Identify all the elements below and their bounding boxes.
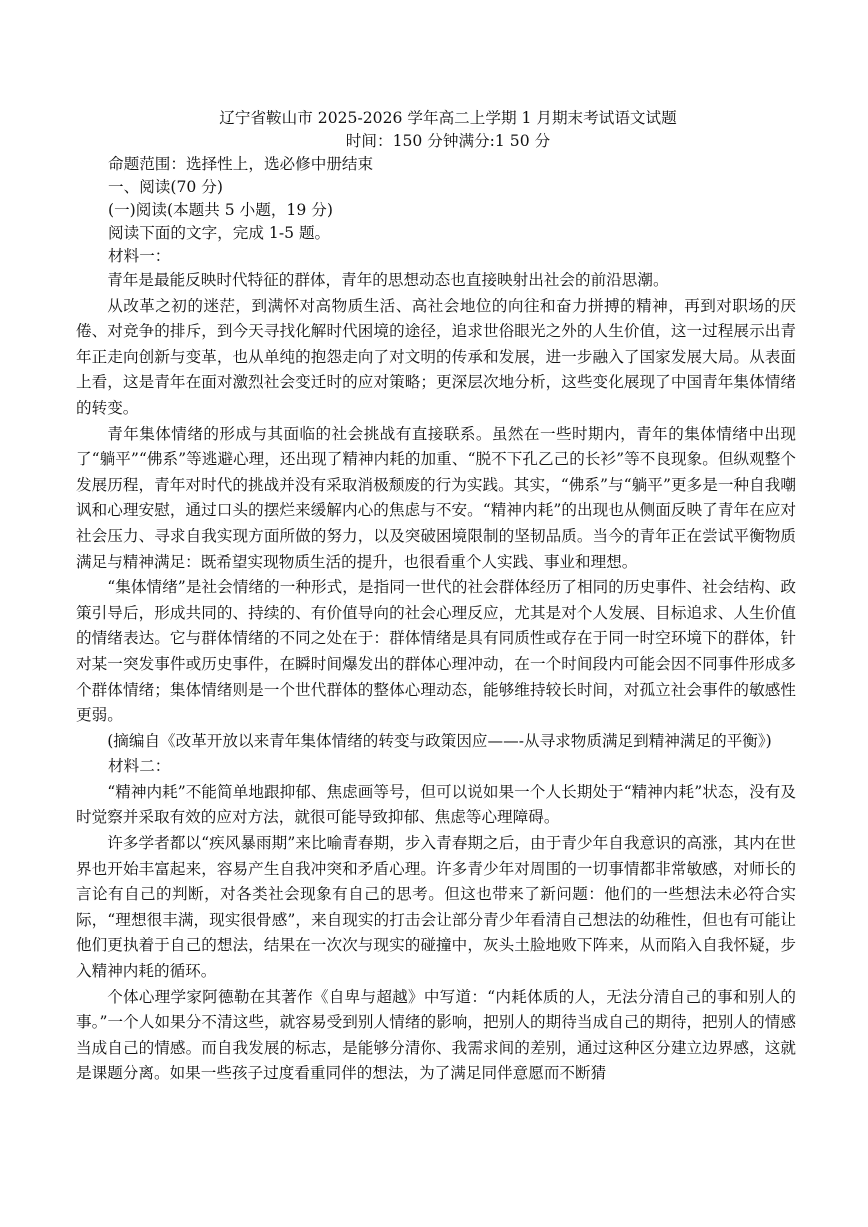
material1-paragraph-2: 从改革之初的迷茫，到满怀对高物质生活、高社会地位的向往和奋力拼搏的精神，再到对职场的厌倦、对竞争的排斥，到今天寻找化解时代困境的途径，追求世俗眼光之外的人生价值，这一过程展示出青年正走向创新与变革，也从单纯的抱怨走向了对文明的传承和发展，进一步融入了国家发展大局。从表面上看，这是青年在面对激烈社会变迁时的应对策略；更深层次地分析，这些变化展现了中国青年集体情绪的转变。: [76, 296, 796, 417]
material2-paragraph-1: “精神内耗”不能简单地跟抑郁、焦虑画等号，但可以说如果一个人长期处于“精神内耗”状态，没有及时觉察并采取有效的应对方法，就很可能导致抑郁、焦虑等心理障碍。: [76, 782, 796, 827]
material1-label: 材料一：: [108, 247, 171, 265]
exam-scope: 命题范围：选择性上，选必修中册结束: [108, 155, 374, 173]
exam-time-score: 时间：150 分钟满分:1 50 分: [345, 132, 551, 150]
material2-paragraph-2: 许多学者都以“疾风暴雨期”来比喻青春期，步入青春期之后，由于青少年自我意识的高涨，其内在世界也开始丰富起来，容易产生自我冲突和矛盾心理。许多青少年对周围的一切事情都非常敏感，对师长的言论有自己的判断，对各类社会现象有自己的思考。但这也带来了新问题：他们的一些想法未必符合实际，“理想很丰满，现实很骨感”，来自现实的打击会让部分青少年看清自己想法的幼稚性，但也有可能让他们更执着于自己的想法，结果在一次次与现实的碰撞中，灰头土脸地败下阵来，从而陷入自我怀疑，步入精神内耗的循环。: [76, 834, 796, 981]
document-content: [76, 107, 796, 1087]
material1-paragraph-3: 青年集体情绪的形成与其面临的社会挑战有直接联系。虽然在一些时期内，青年的集体情绪中出现了“躺平”“佛系”等逃避心理，还出现了精神内耗的加重、“脱不下孔乙己的长衫”等不良现象。但纵观整个发展历程，青年对时代的挑战并没有采取消极颓废的行为实践。其实，“佛系”与“躺平”更多是一种自我嘲讽和心理安慰，通过口头的摆烂来缓解内心的焦虑与不安。“精神内耗”的出现也从侧面反映了青年在应对社会压力、寻求自我实现方面所做的努力，以及突破困境限制的坚韧品质。当今的青年正在尝试平衡物质满足与精神满足：既希望实现物质生活的提升，也很看重个人实践、事业和理想。: [76, 424, 796, 571]
section-heading-reading: 一、阅读(70 分): [108, 178, 223, 196]
material1-source: (摘编自《改革开放以来青年集体情绪的转变与政策因应——-从寻求物质满足到精神满足的平衡》): [107, 731, 772, 750]
material1-paragraph-4: “集体情绪”是社会情绪的一种形式，是指同一世代的社会群体经历了相同的历史事件、社会结构、政策引导后，形成共同的、持续的、有价值导向的社会心理反应，尤其是对个人发展、目标追求、人生价值的情绪表达。它与群体情绪的不同之处在于：群体情绪是具有同质性或存在于同一时空环境下的群体，针对某一突发事件或历史事件，在瞬时间爆发出的群体心理冲动，在一个时间段内可能会因不同事件形成多个群体情绪；集体情绪则是一个世代群体的整体心理动态，能够维持较长时间，对孤立社会事件的敏感性更弱。: [76, 578, 796, 725]
reading-instruction: 阅读下面的文字，完成 1-5 题。: [108, 224, 331, 242]
material2-paragraph-3: 个体心理学家阿德勒在其著作《自卑与超越》中写道：“内耗体质的人，无法分清自己的事和别人的事。”一个人如果分不清这些，就容易受到别人情绪的影响，把别人的期待当成自己的期待，把别人的情感当成自己的情感。而自我发展的标志，是能够分清你、我需求间的差别，通过这种区分建立边界感，这就是课题分离。如果一些孩子过度看重同伴的想法，为了满足同伴意愿而不断猜: [76, 987, 796, 1083]
material1-paragraph-1: 青年是最能反映时代特征的群体，青年的思想动态也直接映射出社会的前沿思潮。: [107, 271, 669, 289]
document-title: 辽宁省鞍山市 2025-2026 学年高二上学期 1 月期末考试语文试题: [219, 109, 677, 127]
material2-label: 材料二：: [108, 757, 171, 776]
subsection-heading: (一)阅读(本题共 5 小题，19 分): [108, 201, 333, 219]
